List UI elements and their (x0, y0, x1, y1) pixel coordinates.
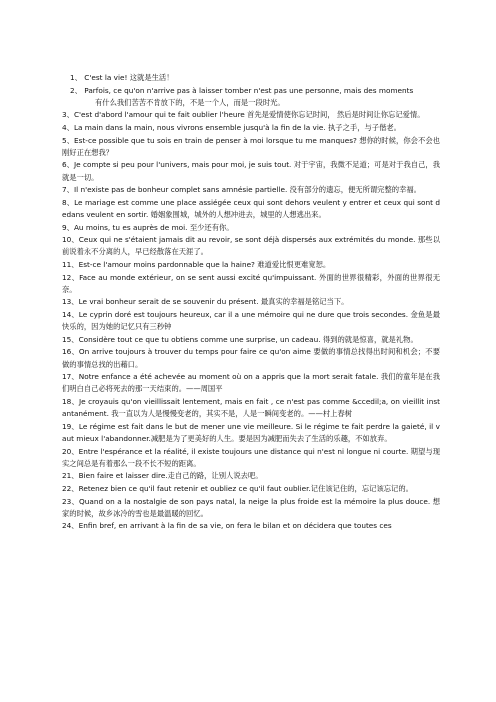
item-text: 4、La main dans la main, nous vivrons ensemble jusqu'à la fin de la vie. 执子之手，与子偕老。 (62, 122, 401, 132)
list-item (62, 396, 440, 420)
item-text: 1、 C'est la vie! 这就是生活！ (70, 73, 174, 82)
item-text: 12、Face au monde extérieur, on se sent aussi excité qu'impuissant. 外面的世界很精彩，外面的世界很无奈。 (62, 272, 440, 294)
list-item (62, 122, 440, 134)
item-text: 22、Retenez bien ce qu'il faut retenir et oubliez ce qu'il faut oublier.记住该记住的，忘记该忘记的。 (62, 483, 413, 493)
list-item (62, 346, 440, 370)
item-text: 8、Le mariage est comme une place assiégée ceux qui sont dehors veulent y entrer et ceux qui sont dedans veulent en sortir. 婚姻象围城，城外的人想冲进去，城里的人想逃出来。 (62, 197, 440, 219)
list-item (62, 483, 440, 495)
item-text: 11、Est-ce l'amour moins pardonnable que la haine? 难道爱比恨更难宽恕。 (62, 259, 331, 269)
item-text: 6、Je compte si peu pour l'univers, mais pour moi, je suis tout. 对于宇宙，我微不足道；可是对于我自己，我就是一切。 (62, 160, 440, 182)
item-text: 21、Bien faire et laisser dire.走自己的路，让别人说去吧。 (62, 471, 263, 481)
list-item (62, 371, 440, 395)
item-text: 3、C'est d'abord l'amour qui te fait oublier l'heure 首先是爱情使你忘记时间， 然后是时间让你忘记爱情。 (62, 110, 425, 120)
item-text: 18、Je croyauis qu'on vieillissait lentement, mais en fait , ce n'est pas comme &ccedil;a, on vieillit instantanément. 我一直以为人是慢慢变老的，其实不是，人是一瞬间变老的。——村上春树 (62, 396, 440, 419)
list-item (62, 272, 440, 296)
list-item (62, 234, 440, 258)
list-item (62, 296, 440, 308)
list-item (62, 109, 440, 121)
item-text: 2、 Parfois, ce qu'on n'arrive pas à laisser tomber n'est pas une personne, mais des moments (70, 85, 414, 95)
item-text: 19、Le régime est fait dans le but de mener une vie meilleure. Si le régime te fait perdre la gaieté, il vaut mieux l'abandonner.减肥是为了更美好的人生。要是因为减肥而失去了生活的乐趣，不如放弃。 (62, 421, 440, 443)
item-continuation: 有什么我们苦苦不肯放下的，不是一个人，而是一段时光。 (95, 97, 285, 107)
list-item (62, 197, 440, 221)
item-text: 17、Notre enfance a été achevée au moment où on a appris que la mort serait fatale. 我们的童年是在我们明白自己必将死去的那一天结束的。——周国平 (62, 372, 440, 394)
list-item (62, 184, 440, 196)
list-item (62, 135, 440, 159)
list-item (62, 470, 440, 482)
item-text: 10、Ceux qui ne s'étaient jamais dit au revoir, se sont déjà dispersés aux extrémités du monde. 那些以前说着永不分离的人，早已经散落在天涯了。 (62, 235, 440, 257)
list-item (62, 85, 440, 109)
list-item (62, 520, 440, 532)
item-text: 7、Il n'existe pas de bonheur complet sans amnésie partielle. 没有部分的遗忘，便无所谓完整的幸福。 (62, 185, 421, 195)
item-text: 5、Est-ce possible que tu sois en train de penser à moi lorsque tu me manques? 想你的时候，你会不会也刚好正在想我？ (62, 135, 440, 157)
item-text: 9、Au moins, tu es auprès de moi. 至少还有你。 (62, 222, 234, 232)
item-text: 13、Le vrai bonheur serait de se souvenir du présent. 最真实的幸福是铭记当下。 (62, 297, 349, 307)
list-item (62, 334, 440, 346)
item-text: 24、Enfin bref, en arrivant à la fin de sa vie, on fera le bilan et on décidera que toutes ces (62, 521, 392, 531)
list-item (62, 446, 440, 470)
list-item (62, 309, 440, 333)
list-item (62, 259, 440, 271)
document-body (62, 72, 440, 533)
item-text: 15、Considère tout ce que tu obtiens comme une surprise, un cadeau. 得到的就是惊喜，就是礼物。 (62, 334, 418, 344)
list-item (62, 496, 440, 520)
item-text: 16、On arrive toujours à trouver du temps pour faire ce qu'on aime 要做的事情总找得出时间和机会；不要做的事情总找的出藉口。 (62, 347, 440, 369)
item-text: 20、Entre l'espérance et la réalité, il existe toujours une distance qui n'est ni longue ni courte. 期望与现实之间总是有着那么一段不长不短的距离。 (62, 446, 440, 468)
list-item (62, 222, 440, 234)
list-item (62, 72, 440, 84)
list-item (62, 421, 440, 445)
item-text: 23、Quand on a la nostalgie de son pays natal, la neige la plus froide est la mémoire la plus douce. 想家的时候，故乡冰冷的雪也是最温暖的回忆。 (62, 496, 440, 518)
list-item (62, 159, 440, 183)
item-text: 14、Le cyprin doré est toujours heureux, car il a une mémoire qui ne dure que trois secondes. 金鱼是最快乐的，因为她的记忆只有三秒钟 (62, 309, 440, 332)
